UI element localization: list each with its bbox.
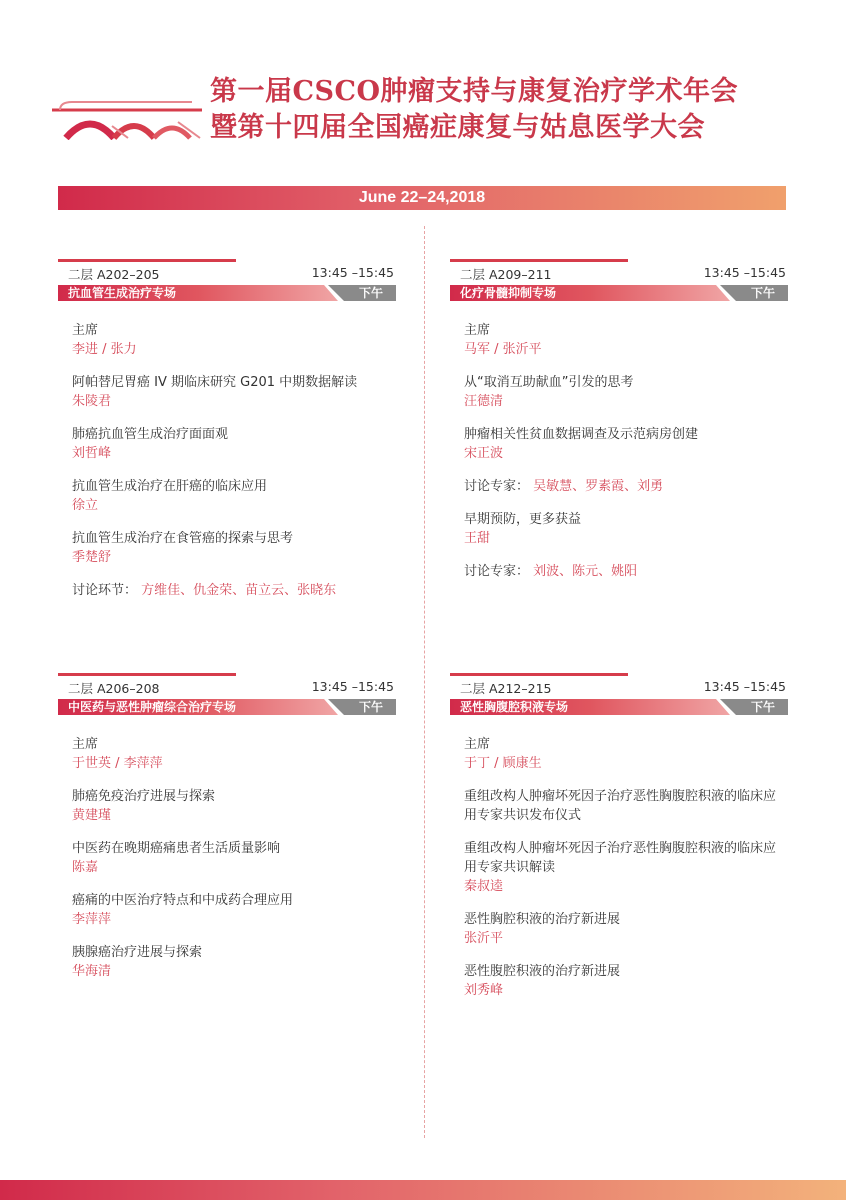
talk-speaker: 华海清 bbox=[72, 964, 112, 979]
talk-title: 癌痛的中医治疗特点和中成药合理应用 bbox=[72, 893, 294, 908]
discussion-label: 讨论专家： bbox=[464, 479, 530, 494]
talk-speaker: 刘哲峰 bbox=[72, 446, 112, 461]
talk-title: 恶性胸腔积液的治疗新进展 bbox=[464, 912, 621, 927]
session-header bbox=[450, 673, 788, 699]
talk-item bbox=[72, 787, 396, 825]
talk-title: 重组改构人肿瘤坏死因子治疗恶性胸腹腔积液的临床应用专家共识发布仪式 bbox=[464, 789, 777, 823]
session-accent-line bbox=[450, 259, 628, 262]
conference-logo-icon bbox=[52, 98, 202, 140]
chair-label: 主席 bbox=[72, 323, 99, 338]
session-period-tag: 下午 bbox=[750, 700, 775, 714]
talk-title: 肿瘤相关性贫血数据调查及示范病房创建 bbox=[464, 427, 699, 442]
talk-item bbox=[464, 787, 788, 825]
talk-title: 胰腺癌治疗进展与探索 bbox=[72, 945, 203, 960]
talk-item bbox=[72, 529, 396, 567]
session-title-bar bbox=[450, 285, 788, 301]
chair-label: 主席 bbox=[464, 737, 491, 752]
footer-gradient-bar bbox=[0, 1180, 846, 1200]
session-header bbox=[58, 673, 396, 699]
discussion-item bbox=[464, 477, 788, 496]
session-room: 二层 A206–208 bbox=[68, 681, 160, 696]
session-period-tag: 下午 bbox=[750, 286, 775, 300]
talk-speaker: 张沂平 bbox=[464, 931, 504, 946]
column-divider bbox=[424, 226, 425, 1138]
chair-label: 主席 bbox=[72, 737, 99, 752]
discussion-label: 讨论环节： bbox=[72, 583, 138, 598]
session-period-tag: 下午 bbox=[358, 700, 383, 714]
title-line-2: 暨第十四届全国癌症康复与姑息医学大会 bbox=[210, 112, 705, 143]
session-title: 恶性胸腹腔积液专场 bbox=[460, 700, 569, 714]
discussion-panelists: 吴敏慧、罗素霞、刘勇 bbox=[533, 479, 664, 494]
talk-speaker: 朱陵君 bbox=[72, 394, 112, 409]
session-header bbox=[450, 259, 788, 285]
chair-block bbox=[72, 735, 396, 773]
session-time: 13:45 –15:45 bbox=[703, 679, 786, 694]
talk-item bbox=[464, 910, 788, 948]
session-time: 13:45 –15:45 bbox=[311, 679, 394, 694]
chair-names: 于丁 / 顾康生 bbox=[464, 756, 542, 771]
session-program bbox=[450, 715, 788, 1000]
discussion-item bbox=[72, 581, 396, 600]
session-title: 中医药与恶性肿瘤综合治疗专场 bbox=[68, 700, 237, 714]
talk-title: 肺癌抗血管生成治疗面面观 bbox=[72, 427, 229, 442]
talk-speaker: 陈嘉 bbox=[72, 860, 99, 875]
talk-speaker: 刘秀峰 bbox=[464, 983, 504, 998]
chair-names: 于世英 / 李萍萍 bbox=[72, 756, 163, 771]
title-line-1: 第一届CSCO肿瘤支持与康复治疗学术年会 bbox=[210, 76, 738, 107]
session-title: 抗血管生成治疗专场 bbox=[68, 286, 177, 300]
session-room: 二层 A212–215 bbox=[460, 681, 552, 696]
session-time: 13:45 –15:45 bbox=[311, 265, 394, 280]
talk-speaker: 汪德清 bbox=[464, 394, 504, 409]
talk-speaker: 王甜 bbox=[464, 531, 491, 546]
talk-item bbox=[72, 373, 396, 411]
session-program bbox=[58, 301, 396, 600]
discussion-item bbox=[464, 562, 788, 581]
talk-item bbox=[72, 425, 396, 463]
talk-item bbox=[464, 510, 788, 548]
talk-title: 抗血管生成治疗在食管癌的探索与思考 bbox=[72, 531, 294, 546]
session-time: 13:45 –15:45 bbox=[703, 265, 786, 280]
session-malignant-effusion bbox=[450, 673, 788, 1014]
session-accent-line bbox=[58, 673, 236, 676]
talk-speaker: 徐立 bbox=[72, 498, 99, 513]
session-accent-line bbox=[58, 259, 236, 262]
chair-names: 李进 / 张力 bbox=[72, 342, 137, 357]
session-program bbox=[450, 301, 788, 581]
chair-block bbox=[464, 735, 788, 773]
talk-item bbox=[72, 839, 396, 877]
session-period-tag: 下午 bbox=[358, 286, 383, 300]
session-anti-angiogenesis bbox=[58, 259, 396, 614]
talk-item bbox=[464, 425, 788, 463]
discussion-label: 讨论专家： bbox=[464, 564, 530, 579]
talk-item bbox=[72, 891, 396, 929]
session-title: 化疗骨髓抑制专场 bbox=[460, 286, 557, 300]
talk-item bbox=[464, 839, 788, 896]
talk-title: 抗血管生成治疗在肝癌的临床应用 bbox=[72, 479, 268, 494]
talk-title: 恶性腹腔积液的治疗新进展 bbox=[464, 964, 621, 979]
conference-title bbox=[210, 74, 810, 146]
talk-item bbox=[72, 943, 396, 981]
talk-title: 早期预防，更多获益 bbox=[464, 512, 582, 527]
talk-title: 中医药在晚期癌痛患者生活质量影响 bbox=[72, 841, 281, 856]
discussion-panelists: 刘波、陈元、姚阳 bbox=[533, 564, 638, 579]
chair-label: 主席 bbox=[464, 323, 491, 338]
session-program bbox=[58, 715, 396, 981]
talk-item bbox=[464, 373, 788, 411]
session-accent-line bbox=[450, 673, 628, 676]
date-banner: June 22–24,2018 bbox=[58, 186, 786, 210]
session-tcm-integrated bbox=[58, 673, 396, 995]
talk-title: 从“取消互助献血”引发的思考 bbox=[464, 375, 634, 390]
talk-item bbox=[72, 477, 396, 515]
talk-speaker: 秦叔逵 bbox=[464, 879, 504, 894]
session-header bbox=[58, 259, 396, 285]
session-myelosuppression bbox=[450, 259, 788, 595]
session-title-bar bbox=[58, 285, 396, 301]
chair-block bbox=[464, 321, 788, 359]
session-title-bar bbox=[58, 699, 396, 715]
talk-title: 肺癌免疫治疗进展与探索 bbox=[72, 789, 216, 804]
talk-speaker: 黄建瑾 bbox=[72, 808, 112, 823]
discussion-panelists: 方维佳、仇金荣、苗立云、张晓东 bbox=[141, 583, 337, 598]
talk-speaker: 李萍萍 bbox=[72, 912, 112, 927]
talk-title: 阿帕替尼胃癌 IV 期临床研究 G201 中期数据解读 bbox=[72, 375, 358, 390]
chair-block bbox=[72, 321, 396, 359]
talk-speaker: 宋正波 bbox=[464, 446, 504, 461]
talk-title: 重组改构人肿瘤坏死因子治疗恶性胸腹腔积液的临床应用专家共识解读 bbox=[464, 841, 777, 875]
session-room: 二层 A209–211 bbox=[460, 267, 552, 282]
talk-item bbox=[464, 962, 788, 1000]
session-room: 二层 A202–205 bbox=[68, 267, 160, 282]
chair-names: 马军 / 张沂平 bbox=[464, 342, 542, 357]
talk-speaker: 季楚舒 bbox=[72, 550, 112, 565]
session-title-bar bbox=[450, 699, 788, 715]
